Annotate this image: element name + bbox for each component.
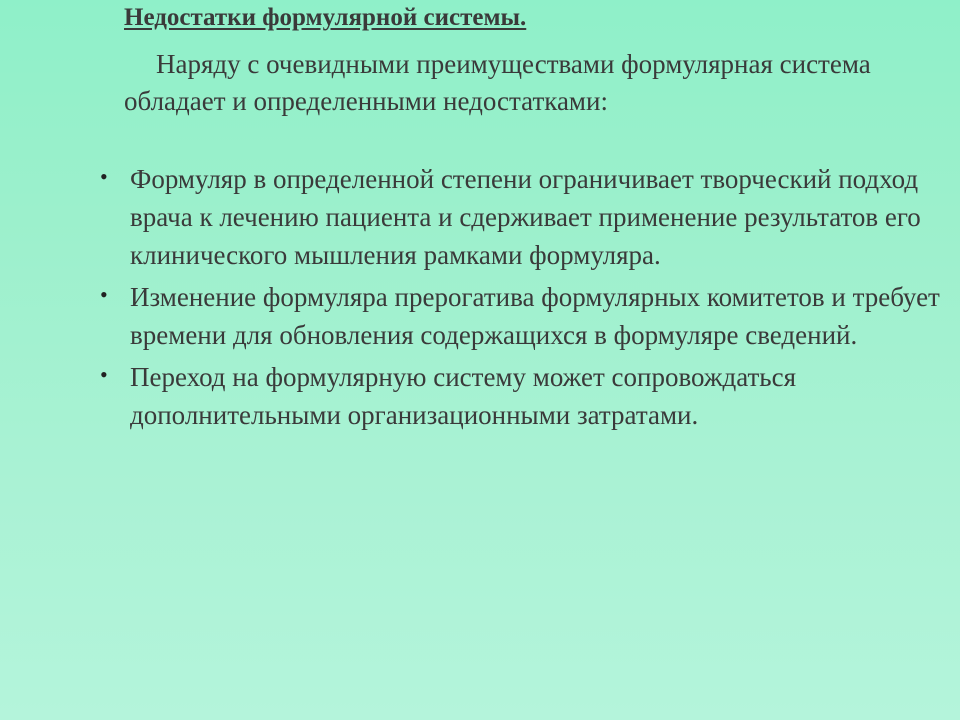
bullet-item [0, 358, 940, 434]
bullet-icon: • [100, 164, 108, 189]
bullet-item [0, 160, 940, 274]
bullet-text: Переход на формулярную систему может сопровождаться дополнительными организационными затратами. [130, 362, 797, 430]
bullet-text: Изменение формуляра прерогатива формулярных комитетов и требует времени для обновления содержащихся в формуляре сведений. [130, 282, 940, 350]
bullet-item [0, 278, 940, 354]
slide-title: Недостатки формулярной системы. [124, 4, 527, 31]
intro-paragraph: Наряду с очевидными преимуществами формулярная система обладает и определенными недостатками: [124, 49, 871, 116]
bullet-text: Формуляр в определенной степени ограничивает творческий подход врача к лечению пациента и сдерживает применение результатов его клинического мышления рамками формуляра. [130, 164, 921, 270]
bullet-icon: • [100, 282, 108, 307]
bullet-list [0, 160, 960, 438]
bullet-icon: • [100, 362, 108, 387]
